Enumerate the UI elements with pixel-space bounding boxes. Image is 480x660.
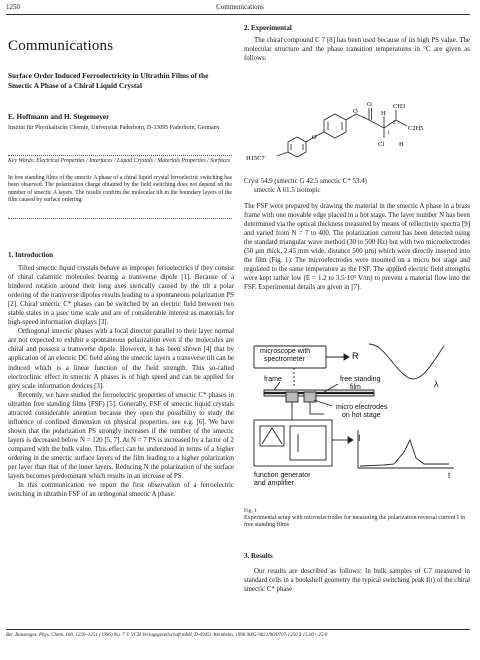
molecular-structure — [244, 86, 470, 174]
experimental-body — [244, 202, 470, 292]
section-title: Communications — [8, 38, 114, 54]
reflectivity-label: R — [352, 351, 359, 361]
current-label: I — [358, 433, 361, 443]
results-paragraph: Our results are described as follows: In bulk samples of C7 measured in standard cells in a bookshelf geometry the typical switching peak I(t) of the chiral smectic C* phase — [244, 568, 470, 594]
experimental-intro-text: The chiral compound C 7 [8] has been used because of its high PS value. The molecular structure and the phase transition temperatures in °C are given as follows: — [244, 37, 470, 63]
intro-paragraph: Orthogonal smectic phases with a local director parallel to their layer normal are not expected to exhibit a spontaneous polarization even if the molecules are chiral and possess a transverse dipole. However, it has been shown [4] that by application of an electric DC field along the smectic layers a transverse tilt can be induced which is a linear function of the field strength. This so-called electroclinic effect in smectic A phases is of high speed and can be applied for grey scale information devices [3]. — [8, 328, 234, 390]
figure-number: Fig. 1 — [244, 508, 258, 514]
chloro-label: Cl — [378, 141, 385, 148]
experimental-intro — [244, 36, 470, 63]
spectrometer-label: spectrometer — [264, 356, 305, 363]
introduction-heading: 1. Introduction — [8, 251, 53, 259]
introduction-body — [8, 264, 234, 499]
abstract-rule-bottom — [8, 218, 232, 219]
results-heading: 3. Results — [244, 552, 273, 560]
page-number: 1250 — [6, 3, 20, 11]
figure-caption: Experimental setup with microelectrodes for measuring the polarization reversal current I in free standing films — [244, 515, 466, 529]
authors: E. Hoffmann and H. Stegemeyer — [8, 112, 110, 121]
figure-1 — [244, 340, 470, 500]
intro-paragraph: Recently, we have studied the ferroelectric properties of smectic C* phases in ultrathin free standing films (FSF) [5]. Generally, FSF of smectic liquid crystals attracted considerable attention because they open the possibility to study the influence of confined dimension on physical properties, see e.g. [6]. We have shown that the polarization PS strongly increases if the number of the smectic layers is decreased below N = 120 [5, 7]. At N = 7 PS is increased by a factor of 2 compared with the bulk value. This effect can be understood in terms of a higher ordering in the smectic surface layers of the film leading to a higher polarization per layer than that of the inner layers. Reducing N the polarization of the surface layers becomes predominant which results in an increase of PS. — [8, 391, 234, 481]
time-label: t — [448, 471, 451, 480]
paper-title: Surface Order Induced Ferroelectricity in Ultrathin Films of the Smectic A Phase of a Chiral Liquid Crystal — [8, 71, 209, 90]
frame-label: frame — [264, 376, 282, 383]
intro-paragraph: Tilted smectic liquid crystals behave as improper ferroelectrics if they consist of chiral calamitic molecules bearing a transverse dipole [1]. Because of a hindered rotation around their long axes sterically caused by the tilt a polar ordering of the transverse dipoles results leading to a spontaneous polarization PS [2]. Chiral smectic C* phases can be switched by an electric field between two stable states in a µsec time scale and are of considerable interest as materials for high-speed information displays [3]. — [8, 265, 234, 327]
results-body — [244, 567, 470, 594]
abstract: In free standing films of the smectic A phase of a chiral liquid crystal ferroelectric switching has been observed. The polarization charge obtained by the field switching does not depend on the number of smectic A layers. The results confirm the molecular tilt in the boundary layers of the film caused by surface ordering. — [8, 175, 232, 204]
carbonyl-oxygen-label: O — [367, 101, 372, 108]
footer-citation: Ber. Bunsenges. Phys. Chem. 100, 1250–1251 (1996) No. 7 © VCH Verlagsgesellschaft mbH, D-69451 Weinheim, 1996 0005-9021/96/0707-1250 $ 15.00+.25/0 — [6, 633, 328, 638]
phase-line-1: Cryst 54.9 (smectic G 42.5 smectic C* 53.4) — [244, 178, 367, 185]
function-generator-label: function generator — [254, 472, 311, 479]
intro-paragraph: In this communication we report the first observation of a ferroelectric switching in ultrathin FSF of an orthogonal smectic A phase. — [8, 482, 234, 499]
alkyl-label: H15C7 — [246, 155, 265, 162]
free-standing-label: free standing — [340, 376, 381, 383]
film-label: film — [350, 384, 361, 391]
stereo-label-2: 2 — [393, 121, 396, 126]
ethyl-label: C2H5 — [408, 125, 424, 132]
header-rule — [6, 14, 470, 15]
footer-rule — [6, 629, 470, 630]
hydrogen-label: H — [381, 110, 386, 117]
stereo-label-1: 1 — [387, 131, 390, 136]
microscope-label: microscope with — [260, 348, 311, 355]
phase-transitions — [244, 177, 470, 195]
affiliation: Institut für Physikalische Chemie, Universität Paderborn, D-33095 Paderborn, Germany — [8, 125, 220, 131]
experimental-paragraph: The FSF were prepared by drawing the material in the smectic A phase in a brass frame with one movable edge placed in a hot stage. The layer number N has been determined via the optical thickness measured by means of reflectivity spectra [9] and varied from N = 7 to 400. The polarization current has been detected using the standard triangular wave method (30 to 500 Hz) but with two microelectrodes (50 µm thick, 2.45 mm wide, distance 500 µm) which were directly inserted into the film (Fig. 1). The microelectrodes were mounted on a micro hot stage and regulated to the same temperature as the FSF. The applied electric field strengths were kept rather low (E = 1.2 to 3.5·10⁵ V/m) to prevent a material flow into the FSF. Experimental details are given in [7]. — [244, 203, 470, 292]
lambda-label: λ — [434, 379, 439, 389]
methyl-label: CH3 — [393, 103, 406, 110]
keywords-rule-top — [8, 155, 232, 156]
phase-line-2: smectic A 61.5 isotropic — [254, 187, 321, 194]
ester-oxygen-label: O — [353, 108, 358, 115]
microelectrodes-label: micro electrodes — [336, 404, 388, 411]
hot-stage-label: on hot stage — [342, 412, 381, 419]
keywords: Key Words: Electrical Properties / Interfaces / Liquid Crystals / Materials Properties / Surfaces — [8, 158, 231, 164]
experimental-heading: 2. Experimental — [244, 24, 292, 32]
amplifier-label: and amplifier — [254, 480, 295, 487]
running-header: Communications — [216, 3, 264, 11]
ether-oxygen-label: O — [312, 134, 317, 141]
hydrogen2-label: H — [399, 141, 404, 148]
